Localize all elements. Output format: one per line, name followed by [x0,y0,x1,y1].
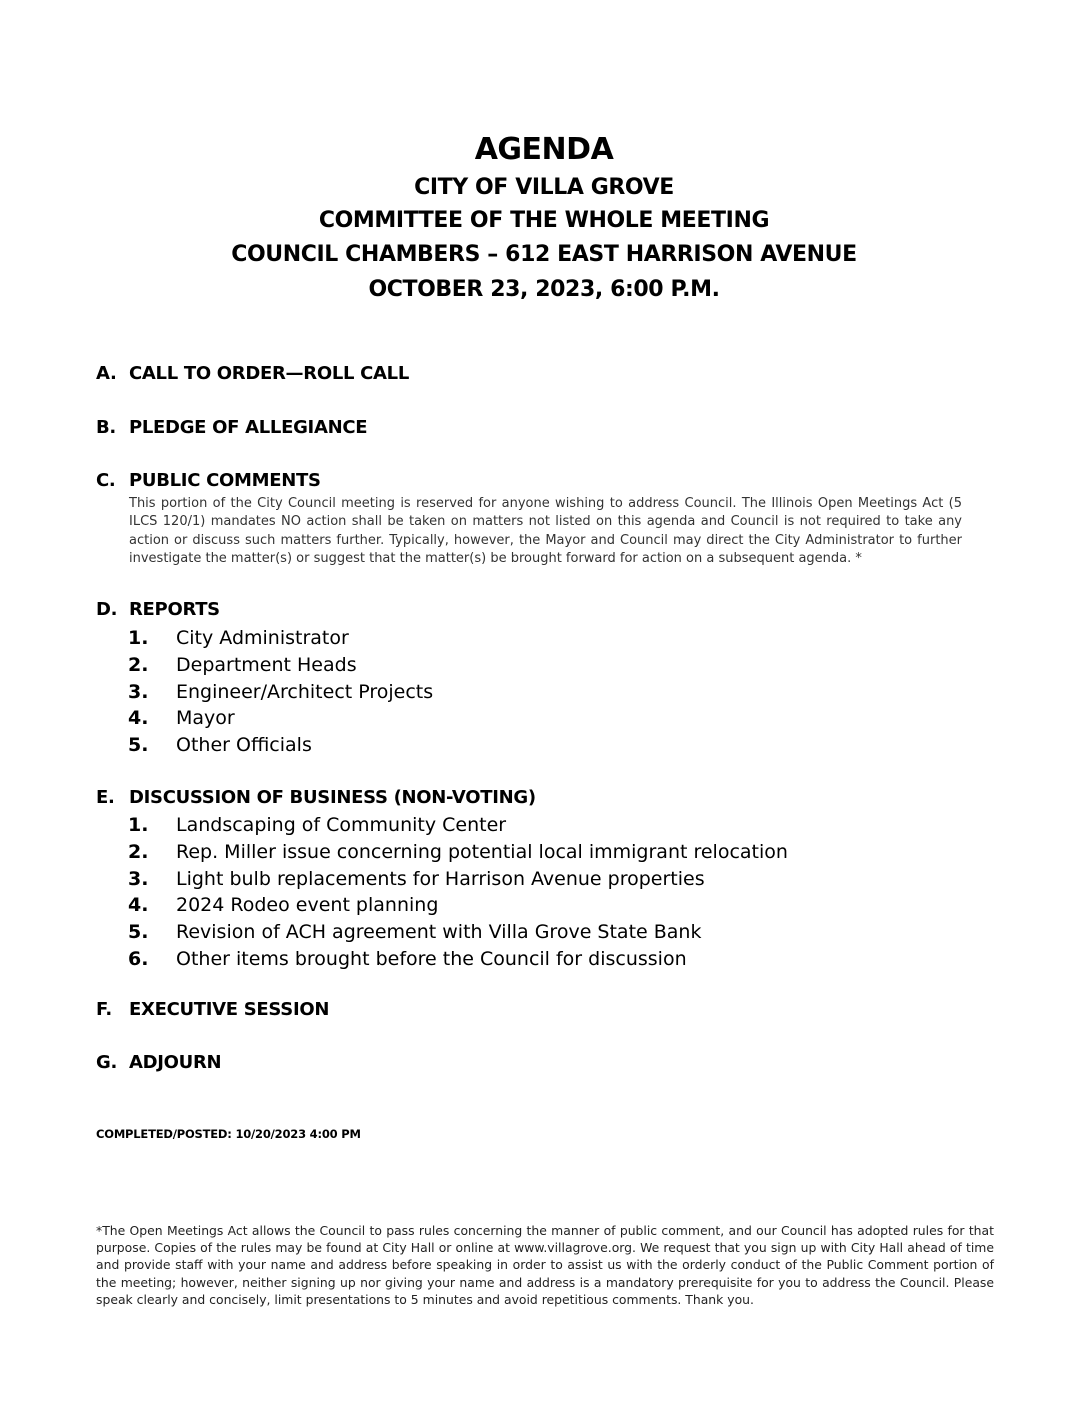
item-number: 5. [128,734,149,757]
section-public-comments [96,470,321,491]
list-item [128,866,788,893]
item-text: Revision of ACH agreement with Villa Grove State Bank [176,921,702,944]
list-item [128,705,433,732]
item-text: 2024 Rodeo event planning [176,894,439,917]
section-letter: C. [96,470,116,491]
section-title: ADJOURN [129,1052,222,1073]
section-adjourn [96,1052,221,1073]
section-letter: F. [96,999,112,1020]
city-name: CITY OF VILLA GROVE [414,175,674,200]
list-item [128,919,788,946]
section-title: CALL TO ORDER—ROLL CALL [129,363,410,384]
item-number: 3. [128,867,149,890]
section-reports [96,599,220,620]
item-text: City Administrator [176,627,349,649]
section-executive-session [96,999,329,1020]
posted-timestamp: COMPLETED/POSTED: 10/20/2023 4:00 PM [96,1127,361,1141]
list-item [128,892,788,919]
section-title: PUBLIC COMMENTS [129,470,321,491]
item-number: 5. [128,921,149,944]
meeting-date: OCTOBER 23, 2023, 6:00 P.M. [368,277,720,302]
item-text: Rep. Miller issue concerning potential local immigrant relocation [176,840,788,863]
reports-list [128,625,433,759]
agenda-title: AGENDA [474,132,614,167]
meeting-location: COUNCIL CHAMBERS – 612 EAST HARRISON AVENUE [231,242,857,267]
item-number: 6. [128,947,149,970]
list-item [128,732,433,759]
item-number: 2. [128,653,149,676]
list-item [128,812,788,839]
item-text: Other Officials [176,734,312,757]
item-text: Department Heads [176,653,357,676]
list-item [128,679,433,706]
public-comment-footnote: *The Open Meetings Act allows the Council to pass rules concerning the manner of public comment, and our Council has adopted rules for that purpose. Copies of the rules may be found at City Hall or online at www.villagrove.org. We request that you sign up with City Hall ahead of time and provide staff with your name and address before speaking in order to assist us with the orderly conduct of the Public Comment portion of the meeting; however, neither signing up nor giving your name and address is a mandatory prerequisite for you to address the Council. Please speak clearly and concisely, limit presentations to 5 minutes and avoid repetitious comments. Thank you. [96,1223,994,1307]
section-letter: G. [96,1052,118,1073]
item-number: 3. [128,680,149,703]
section-title: EXECUTIVE SESSION [129,999,330,1020]
meeting-name: COMMITTEE OF THE WHOLE MEETING [318,208,770,233]
list-item [128,652,433,679]
list-item [128,625,433,652]
public-comments-note: This portion of the City Council meeting is reserved for anyone wishing to address Council. The Illinois Open Meetings Act (5 ILCS 120/1) mandates NO action shall be taken on matters not listed on this agenda and Council is not required to take any action or discuss such matters further. Typically, however, the Mayor and Council may direct the City Administrator to further investigate the matter(s) or suggest that the matter(s) be brought forward for action on a subsequent agenda. * [129,496,962,567]
item-number: 1. [128,814,149,836]
section-letter: B. [96,417,116,438]
section-pledge [96,417,367,438]
item-text: Light bulb replacements for Harrison Avenue properties [176,867,705,890]
section-title: REPORTS [129,599,220,620]
section-title: PLEDGE OF ALLEGIANCE [129,417,368,438]
list-item [128,946,788,973]
section-title: DISCUSSION OF BUSINESS (NON-VOTING) [129,787,536,808]
list-item [128,839,788,866]
discussion-list [128,812,788,973]
item-text: Engineer/Architect Projects [176,680,434,703]
item-number: 4. [128,894,149,917]
section-letter: A. [96,363,117,384]
section-call-to-order [96,363,409,384]
item-number: 2. [128,840,149,863]
section-letter: D. [96,599,118,620]
item-text: Mayor [176,707,235,730]
item-text: Other items brought before the Council for discussion [176,947,687,970]
section-discussion [96,787,536,808]
item-number: 4. [128,707,149,730]
item-text: Landscaping of Community Center [176,814,507,836]
section-letter: E. [96,787,115,808]
item-number: 1. [128,627,149,649]
